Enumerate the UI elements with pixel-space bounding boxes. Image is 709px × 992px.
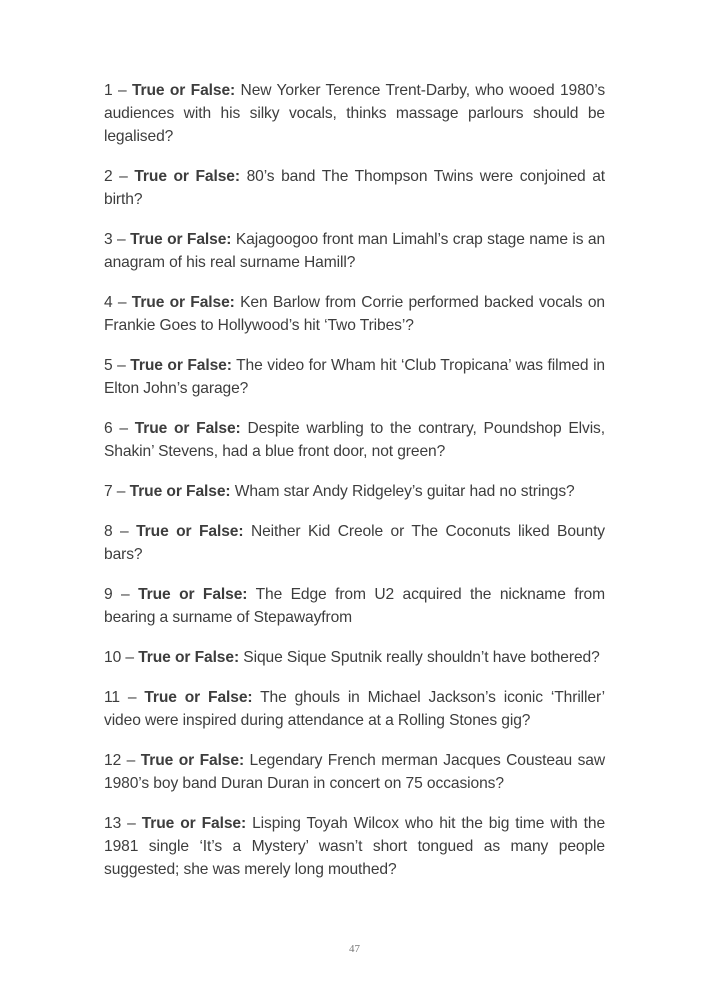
question-label: True or False: xyxy=(138,649,240,666)
question-label: True or False: xyxy=(134,168,240,185)
question-text: Despite warbling to the contrary, Poundshop Elvis, Shakin’ Stevens, had a blue front door, not green? xyxy=(104,420,605,460)
question-text: Legendary French merman Jacques Cousteau saw 1980’s boy band Duran Duran in concert on 75 occasions? xyxy=(104,752,606,792)
question-13 xyxy=(104,812,605,881)
question-text: Wham star Andy Ridgeley’s guitar had no strings? xyxy=(234,483,575,500)
question-label: True or False: xyxy=(144,689,253,706)
question-label: True or False: xyxy=(129,483,231,500)
question-number: 9 – xyxy=(104,586,130,603)
question-number: 8 – xyxy=(104,523,129,540)
question-number: 7 – xyxy=(104,483,126,500)
question-label: True or False: xyxy=(131,82,236,99)
question-text: Kajagoogoo front man Limahl’s crap stage name is an anagram of his real surname Hamill? xyxy=(104,231,606,271)
question-9 xyxy=(104,583,605,629)
question-10 xyxy=(104,646,605,669)
question-3 xyxy=(104,228,605,274)
question-11 xyxy=(104,686,605,732)
question-number: 13 – xyxy=(104,815,136,832)
question-text: New Yorker Terence Trent-Darby, who wooed 1980’s audiences with his silky vocals, thinks massage parlours should be legalised? xyxy=(104,82,606,145)
question-text: Ken Barlow from Corrie performed backed vocals on Frankie Goes to Hollywood’s hit ‘Two Tribes’? xyxy=(104,294,605,334)
question-number: 3 – xyxy=(104,231,126,248)
quiz-page xyxy=(104,79,605,898)
question-number: 2 – xyxy=(104,168,128,185)
question-5 xyxy=(104,354,605,400)
question-4 xyxy=(104,291,605,337)
question-text: 80’s band The Thompson Twins were conjoined at birth? xyxy=(104,168,605,208)
question-8 xyxy=(104,520,605,566)
question-label: True or False: xyxy=(130,231,232,248)
question-label: True or False: xyxy=(138,586,248,603)
page-number: 47 xyxy=(349,943,360,955)
question-label: True or False: xyxy=(141,815,247,832)
question-label: True or False: xyxy=(136,523,244,540)
question-7 xyxy=(104,480,605,503)
question-6 xyxy=(104,417,605,463)
question-text: The video for Wham hit ‘Club Tropicana’ was filmed in Elton John’s garage? xyxy=(104,357,606,397)
question-number: 10 – xyxy=(104,649,134,666)
question-2 xyxy=(104,165,605,211)
question-label: True or False: xyxy=(140,752,245,769)
question-number: 1 – xyxy=(104,82,127,99)
question-number: 11 – xyxy=(104,689,137,706)
question-1 xyxy=(104,79,605,148)
question-text: The ghouls in Michael Jackson’s iconic ‘Thriller’ video were inspired during attendance at a Rolling Stones gig? xyxy=(104,689,606,729)
question-number: 6 – xyxy=(104,420,128,437)
question-12 xyxy=(104,749,605,795)
question-text: Neither Kid Creole or The Coconuts liked Bounty bars? xyxy=(104,523,605,563)
question-number: 4 – xyxy=(104,294,127,311)
question-text: The Edge from U2 acquired the nickname from bearing a surname of Stepawayfrom xyxy=(104,586,606,626)
question-text: Sique Sique Sputnik really shouldn’t have bothered? xyxy=(243,649,600,666)
question-text: Lisping Toyah Wilcox who hit the big time with the 1981 single ‘It’s a Mystery’ wasn’t short tongued as many people suggested; she was merely long mouthed? xyxy=(104,815,606,878)
question-label: True or False: xyxy=(131,294,235,311)
question-number: 5 – xyxy=(104,357,126,374)
question-number: 12 – xyxy=(104,752,136,769)
question-label: True or False: xyxy=(130,357,232,374)
question-label: True or False: xyxy=(134,420,241,437)
